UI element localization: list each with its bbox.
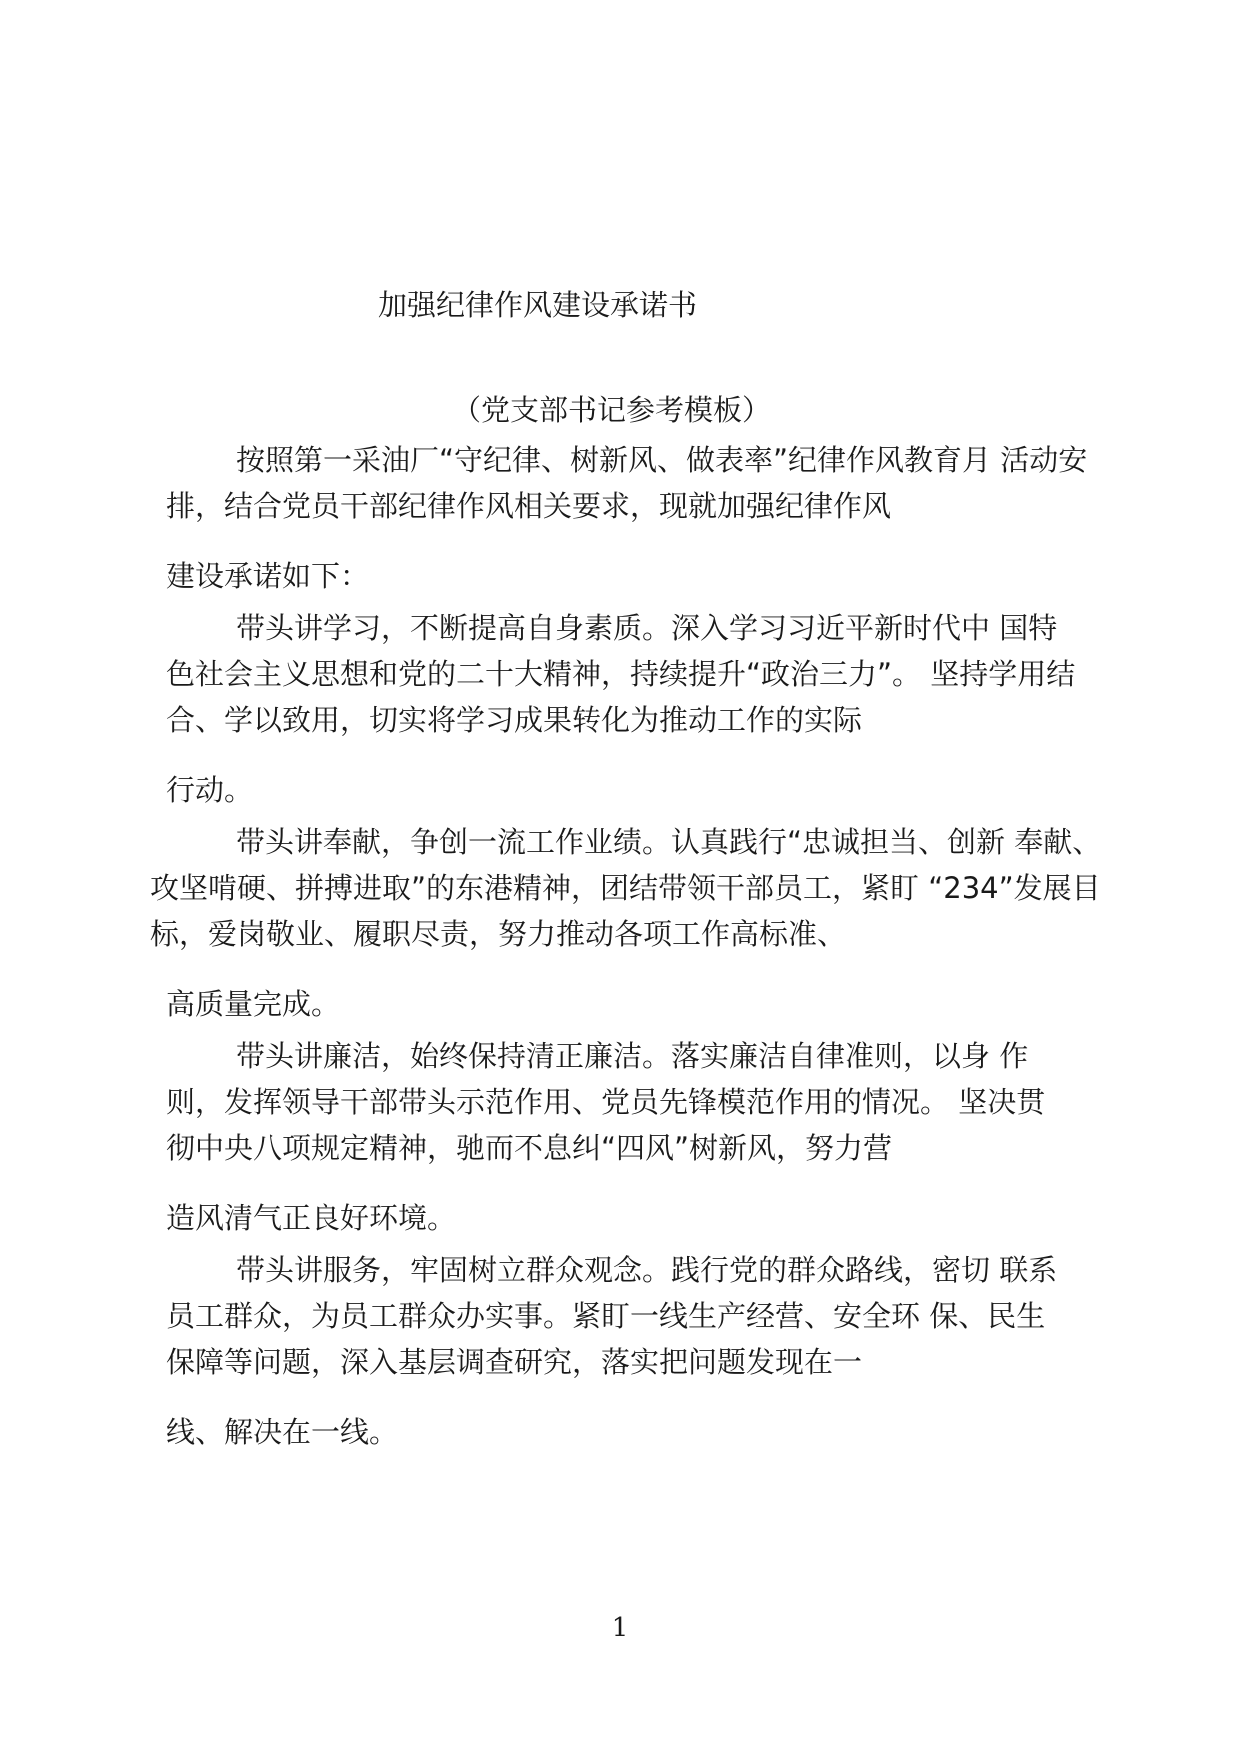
paragraph-3-line-2: 攻坚啃硬、拼搏进取”的东港精神，团结带领干部员工，紧盯 “234”发展目 (150, 871, 1101, 905)
page-number: 1 (611, 1613, 629, 1643)
paragraph-4-line-4: 造风清气正良好环境。 (166, 1201, 457, 1235)
paragraph-5-line-2: 员工群众，为员工群众办实事。紧盯一线生产经营、安全环 保、民生 (166, 1299, 1046, 1333)
document-title: 加强纪律作风建设承诺书 (378, 288, 698, 322)
paragraph-4-line-2: 则，发挥领导干部带头示范作用、党员先锋模范作用的情况。 坚决贯 (166, 1085, 1046, 1119)
paragraph-5-line-4: 线、解决在一线。 (166, 1415, 399, 1449)
paragraph-4-line-1: 带头讲廉洁，始终保持清正廉洁。落实廉洁自律准则，以身 作 (236, 1039, 1029, 1073)
paragraph-3-line-1: 带头讲奉献，争创一流工作业绩。认真践行“忠诚担当、创新 奉献、 (236, 825, 1102, 859)
paragraph-1-line-3: 建设承诺如下： (166, 559, 370, 593)
paragraph-1-line-2: 排，结合党员干部纪律作风相关要求，现就加强纪律作风 (166, 489, 892, 523)
paragraph-2-line-3: 合、学以致用，切实将学习成果转化为推动工作的实际 (166, 703, 863, 737)
paragraph-2-line-2: 色社会主义思想和党的二十大精神，持续提升“政治三力”。 坚持学用结 (166, 657, 1076, 691)
document-subtitle: （党支部书记参考模板） (452, 393, 772, 427)
paragraph-3-line-3: 标，爱岗敬业、履职尽责，努力推动各项工作高标准、 (150, 917, 847, 951)
paragraph-2-line-1: 带头讲学习，不断提高自身素质。深入学习习近平新时代中 国特 (236, 611, 1058, 645)
paragraph-4-line-3: 彻中央八项规定精神，驰而不息纠“四风”树新风，努力营 (166, 1131, 893, 1165)
paragraph-1-line-1: 按照第一采油厂“守纪律、树新风、做表率”纪律作风教育月 活动安 (236, 443, 1088, 477)
paragraph-5-line-1: 带头讲服务，牢固树立群众观念。践行党的群众路线，密切 联系 (236, 1253, 1058, 1287)
paragraph-3-line-4: 高质量完成。 (166, 987, 341, 1021)
paragraph-5-line-3: 保障等问题，深入基层调查研究，落实把问题发现在一 (166, 1345, 863, 1379)
paragraph-2-line-4: 行动。 (166, 773, 254, 807)
